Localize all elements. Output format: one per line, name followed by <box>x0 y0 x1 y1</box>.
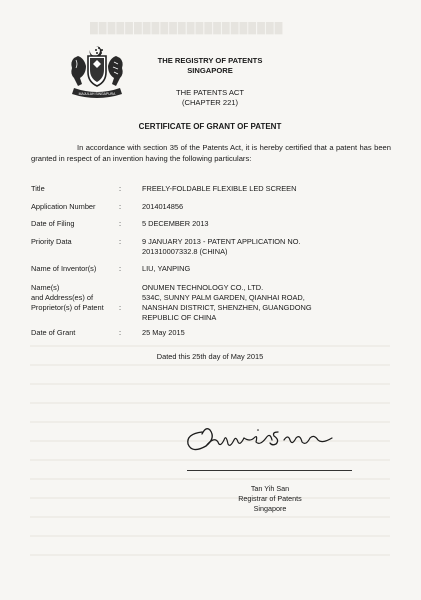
handwritten-signature <box>180 416 340 456</box>
registrar-role: Registrar of Patents <box>238 494 302 503</box>
title-label: Title <box>31 184 45 193</box>
inventor-value: LIU, YANPING <box>142 264 191 273</box>
certificate-title: CERTIFICATE OF GRANT OF PATENT <box>138 122 282 131</box>
proprietor-label <box>31 283 119 313</box>
date-of-filing-value: 5 DECEMBER 2013 <box>142 219 209 228</box>
registrar-name: Tan Yih San <box>250 484 290 493</box>
colon: : <box>119 303 122 312</box>
registrar-place: Singapore <box>253 504 287 513</box>
registry-title-line1: THE REGISTRY OF PATENTS <box>157 56 263 65</box>
colon: : <box>119 184 122 193</box>
proprietor-value <box>142 283 387 323</box>
proprietor-line1: ONUMEN TECHNOLOGY CO., LTD. <box>142 283 264 292</box>
colon: : <box>119 219 122 228</box>
application-number-label: Application Number <box>31 202 96 211</box>
crest-motto: MAJULAH SINGAPURA <box>78 92 116 96</box>
proprietor-label-line2: and Address(es) of <box>31 293 94 302</box>
priority-data-label: Priority Data <box>31 237 72 246</box>
proprietor-line4: REPUBLIC OF CHINA <box>142 313 217 322</box>
application-number-value: 2014014856 <box>142 202 184 211</box>
priority-data-value <box>142 237 387 257</box>
certificate-intro <box>31 142 391 164</box>
date-of-filing-label: Date of Filing <box>31 219 75 228</box>
priority-data-line2: 201310007332.8 (CHINA) <box>142 247 228 256</box>
proprietor-label-line3: Proprietor(s) of Patent <box>31 303 104 312</box>
act-title-line2: (CHAPTER 221) <box>181 98 239 107</box>
proprietor-line3: NANSHAN DISTRICT, SHENZHEN, GUANGDONG <box>142 303 312 312</box>
proprietor-label-line1: Name(s) <box>31 283 60 292</box>
registry-title-line2: SINGAPORE <box>187 66 233 75</box>
act-title-line1: THE PATENTS ACT <box>175 88 245 97</box>
colon: : <box>119 328 122 337</box>
intro-text: In accordance with section 35 of the Patents Act, it is hereby certified that a patent has been granted in respect of an invention having the following particulars: <box>31 143 391 163</box>
coat-of-arms-icon <box>66 44 128 100</box>
inventor-label: Name of Inventor(s) <box>31 264 97 273</box>
priority-data-line1: 9 JANUARY 2013 - PATENT APPLICATION NO. <box>142 237 301 246</box>
proprietor-line2: 534C, SUNNY PALM GARDEN, QIANHAI ROAD, <box>142 293 305 302</box>
dated-line: Dated this 25th day of May 2015 <box>156 352 264 361</box>
colon: : <box>119 264 122 273</box>
title-value: FREELY-FOLDABLE FLEXIBLE LED SCREEN <box>142 184 297 193</box>
signature-line <box>187 470 352 471</box>
date-of-grant-value: 25 May 2015 <box>142 328 185 337</box>
faded-background-text: ██████████████████████ <box>90 22 284 34</box>
colon: : <box>119 237 122 246</box>
faded-background-lines <box>30 345 390 575</box>
colon: : <box>119 202 122 211</box>
date-of-grant-label: Date of Grant <box>31 328 76 337</box>
